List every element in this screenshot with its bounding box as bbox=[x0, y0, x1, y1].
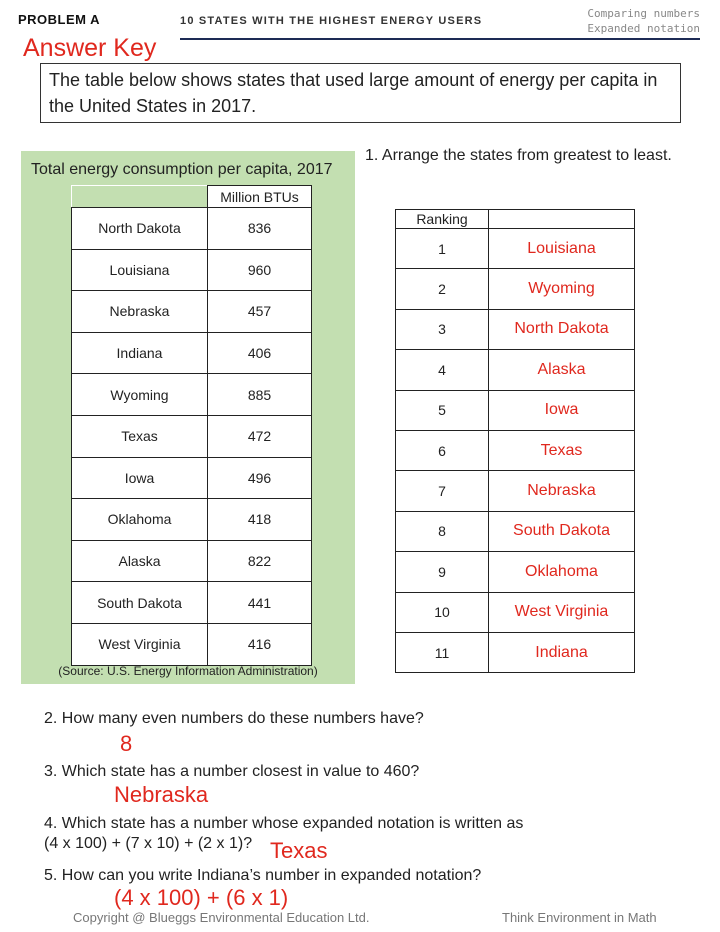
table-row bbox=[396, 552, 635, 592]
table-row bbox=[72, 249, 312, 291]
table-row bbox=[396, 390, 635, 430]
table-row bbox=[72, 540, 312, 582]
rank-cell: 1 bbox=[396, 229, 489, 269]
value-cell: 885 bbox=[208, 374, 312, 416]
answer-state-cell: Texas bbox=[489, 430, 635, 470]
value-cell: 457 bbox=[208, 291, 312, 333]
table-row bbox=[396, 430, 635, 470]
answer-state-cell: Oklahoma bbox=[489, 552, 635, 592]
answer-state-cell: Iowa bbox=[489, 390, 635, 430]
question-3: 3. Which state has a number closest in value to 460? bbox=[44, 763, 420, 780]
table-row bbox=[396, 350, 635, 390]
topic-line-1: Comparing numbers bbox=[587, 7, 700, 20]
answer-state-cell: West Virginia bbox=[489, 592, 635, 632]
table-row bbox=[72, 374, 312, 416]
answer-state-cell: Wyoming bbox=[489, 269, 635, 309]
state-cell: Alaska bbox=[72, 540, 208, 582]
value-cell: 406 bbox=[208, 332, 312, 374]
table-row bbox=[396, 511, 635, 551]
ranking-table-header-row bbox=[396, 210, 635, 229]
copyright-footer: Copyright @ Blueggs Environmental Education Ltd. bbox=[73, 910, 370, 925]
table-row bbox=[396, 471, 635, 511]
topic-labels bbox=[587, 6, 700, 36]
energy-table bbox=[71, 185, 312, 666]
energy-table-blank-cell bbox=[72, 186, 208, 208]
state-cell: Indiana bbox=[72, 332, 208, 374]
table-row bbox=[72, 332, 312, 374]
state-cell: Louisiana bbox=[72, 249, 208, 291]
value-cell: 472 bbox=[208, 415, 312, 457]
intro-box bbox=[40, 63, 681, 123]
table-row bbox=[72, 208, 312, 250]
state-cell: Oklahoma bbox=[72, 499, 208, 541]
state-cell: West Virginia bbox=[72, 623, 208, 665]
value-cell: 416 bbox=[208, 623, 312, 665]
rank-cell: 4 bbox=[396, 350, 489, 390]
value-cell: 441 bbox=[208, 582, 312, 624]
rank-cell: 2 bbox=[396, 269, 489, 309]
rank-cell: 6 bbox=[396, 430, 489, 470]
table-row bbox=[72, 457, 312, 499]
table-row bbox=[72, 623, 312, 665]
intro-text: The table below shows states that used large amount of energy per capita in the United States in 2017. bbox=[49, 70, 658, 116]
table-row bbox=[396, 309, 635, 349]
value-cell: 496 bbox=[208, 457, 312, 499]
answer-state-cell: South Dakota bbox=[489, 511, 635, 551]
table-row bbox=[396, 632, 635, 672]
answer-state-cell: Louisiana bbox=[489, 229, 635, 269]
state-cell: Texas bbox=[72, 415, 208, 457]
table-row bbox=[396, 229, 635, 269]
answer-state-cell: North Dakota bbox=[489, 309, 635, 349]
table-row bbox=[72, 582, 312, 624]
topic-line-2: Expanded notation bbox=[587, 22, 700, 35]
question-5-answer: (4 x 100) + (6 x 1) bbox=[114, 885, 289, 910]
value-cell: 418 bbox=[208, 499, 312, 541]
table-row bbox=[72, 291, 312, 333]
question-4-line-2: (4 x 100) + (7 x 10) + (2 x 1)? bbox=[44, 835, 253, 852]
state-cell: South Dakota bbox=[72, 582, 208, 624]
problem-label: PROBLEM A bbox=[18, 12, 101, 27]
table-row bbox=[396, 269, 635, 309]
rank-cell: 3 bbox=[396, 309, 489, 349]
source-note: (Source: U.S. Energy Information Administration) bbox=[58, 664, 318, 678]
answer-state-cell: Alaska bbox=[489, 350, 635, 390]
question-2-answer: 8 bbox=[120, 731, 133, 756]
question-2: 2. How many even numbers do these numbers have? bbox=[44, 710, 424, 727]
energy-table-caption: Total energy consumption per capita, 2017 bbox=[31, 161, 333, 178]
value-cell: 836 bbox=[208, 208, 312, 250]
question-3-answer: Nebraska bbox=[114, 782, 209, 807]
question-4-answer: Texas bbox=[270, 838, 328, 863]
question-4-line-1: 4. Which state has a number whose expanded notation is written as bbox=[44, 815, 524, 832]
table-row bbox=[72, 499, 312, 541]
rank-cell: 10 bbox=[396, 592, 489, 632]
value-cell: 822 bbox=[208, 540, 312, 582]
ranking-table bbox=[395, 209, 635, 673]
rank-cell: 5 bbox=[396, 390, 489, 430]
question-1: 1. Arrange the states from greatest to least. bbox=[365, 147, 672, 164]
energy-table-column-header: Million BTUs bbox=[208, 186, 312, 208]
state-cell: North Dakota bbox=[72, 208, 208, 250]
state-cell: Iowa bbox=[72, 457, 208, 499]
rank-cell: 9 bbox=[396, 552, 489, 592]
rank-cell: 7 bbox=[396, 471, 489, 511]
rank-cell: 11 bbox=[396, 632, 489, 672]
answer-key-label: Answer Key bbox=[23, 34, 157, 62]
value-cell: 960 bbox=[208, 249, 312, 291]
table-row bbox=[72, 415, 312, 457]
table-row bbox=[396, 592, 635, 632]
question-5: 5. How can you write Indiana’s number in expanded notation? bbox=[44, 867, 482, 884]
ranking-blank-header bbox=[489, 210, 635, 229]
state-cell: Wyoming bbox=[72, 374, 208, 416]
answer-state-cell: Nebraska bbox=[489, 471, 635, 511]
state-cell: Nebraska bbox=[72, 291, 208, 333]
energy-table-header-row bbox=[72, 186, 312, 208]
worksheet-title: 10 STATES WITH THE HIGHEST ENERGY USERS bbox=[180, 15, 483, 27]
header-rule bbox=[180, 38, 700, 40]
tagline-footer: Think Environment in Math bbox=[502, 910, 657, 925]
ranking-column-header: Ranking bbox=[396, 210, 489, 229]
answer-state-cell: Indiana bbox=[489, 632, 635, 672]
rank-cell: 8 bbox=[396, 511, 489, 551]
